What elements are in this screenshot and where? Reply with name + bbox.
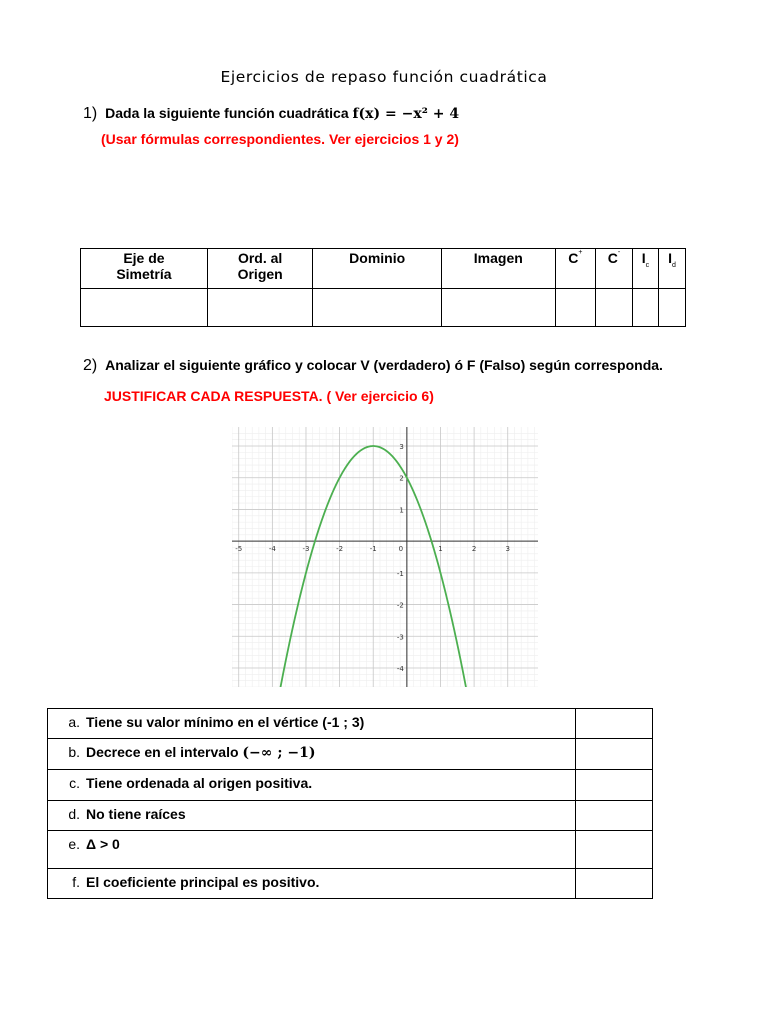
statement-f: f. El coeficiente principal es positivo. [48,869,576,899]
answer-table-1 [80,248,686,327]
header-dominio: Dominio [313,249,441,289]
answer-box-b[interactable] [576,739,653,770]
answer-box-c[interactable] [576,770,653,801]
answer-cell[interactable] [313,289,441,327]
question-2-number: 2) [83,357,98,374]
header-imagen: Imagen [441,249,555,289]
question-1-formula-rhs: −x² + 4 [401,106,460,122]
parabola-graph [232,427,538,687]
y-tick-label: -4 [396,664,404,673]
answer-box-d[interactable] [576,801,653,831]
x-tick-label: -1 [369,545,377,554]
x-tick-label: -3 [302,545,310,554]
statement-e: e. Δ > 0 [48,831,576,869]
header-i-d: $I_d$ [659,249,686,289]
y-tick-label: -3 [396,633,404,642]
question-2-text: Analizar el siguiente gráfico y colocar V (verdadero) ó F (Falso) según corresponda. [105,357,663,373]
answer-cell[interactable] [632,289,658,327]
answer-box-a[interactable] [576,709,653,739]
question-1-formula-lhs: f(x) = [352,106,402,122]
x-tick-label: -4 [268,545,276,554]
y-tick-label: 2 [399,474,404,483]
answer-cell[interactable] [207,289,313,327]
y-tick-label: 1 [399,506,404,515]
question-1-text: Dada la siguiente función cuadrática [105,105,349,121]
graph-background [232,427,538,687]
answer-cell[interactable] [596,289,633,327]
true-false-table [47,708,653,899]
y-tick-label: -2 [396,601,404,610]
x-tick-label: -2 [336,545,344,554]
answer-cell[interactable] [555,289,595,327]
statement-d: d. No tiene raíces [48,801,576,831]
statement-c: c. Tiene ordenada al origen positiva. [48,770,576,801]
header-i-c: $I_c$ [632,249,658,289]
y-tick-label: -1 [396,569,404,578]
header-c-plus: C+ [555,249,595,289]
x-tick-label: 3 [505,545,510,554]
question-1 [83,105,459,123]
header-ord-origen: Ord. al Origen [207,249,313,289]
statement-a: a. Tiene su valor mínimo en el vértice (-1 ; 3) [48,709,576,739]
x-tick-label: 2 [471,545,477,554]
answer-cell[interactable] [441,289,555,327]
answer-box-f[interactable] [576,869,653,899]
x-tick-label: 1 [438,545,443,554]
header-eje-simetria: Eje de Simetría [81,249,208,289]
question-1-number: 1) [83,105,98,122]
question-1-note: (Usar fórmulas correspondientes. Ver ejercicios 1 y 2) [101,131,459,147]
question-2 [83,357,663,375]
answer-box-e[interactable] [576,831,653,869]
x-tick-label: 0 [398,545,404,554]
x-tick-label: -5 [235,545,243,554]
statement-b: b. Decrece en el intervalo (−∞ ; −1) [48,739,576,770]
page-title: Ejercicios de repaso función cuadrática [220,68,548,86]
answer-cell[interactable] [81,289,208,327]
y-tick-label: 3 [399,443,404,452]
question-2-note: JUSTIFICAR CADA RESPUESTA. ( Ver ejercicio 6) [104,388,434,404]
header-c-minus: C- [596,249,633,289]
answer-cell[interactable] [659,289,686,327]
